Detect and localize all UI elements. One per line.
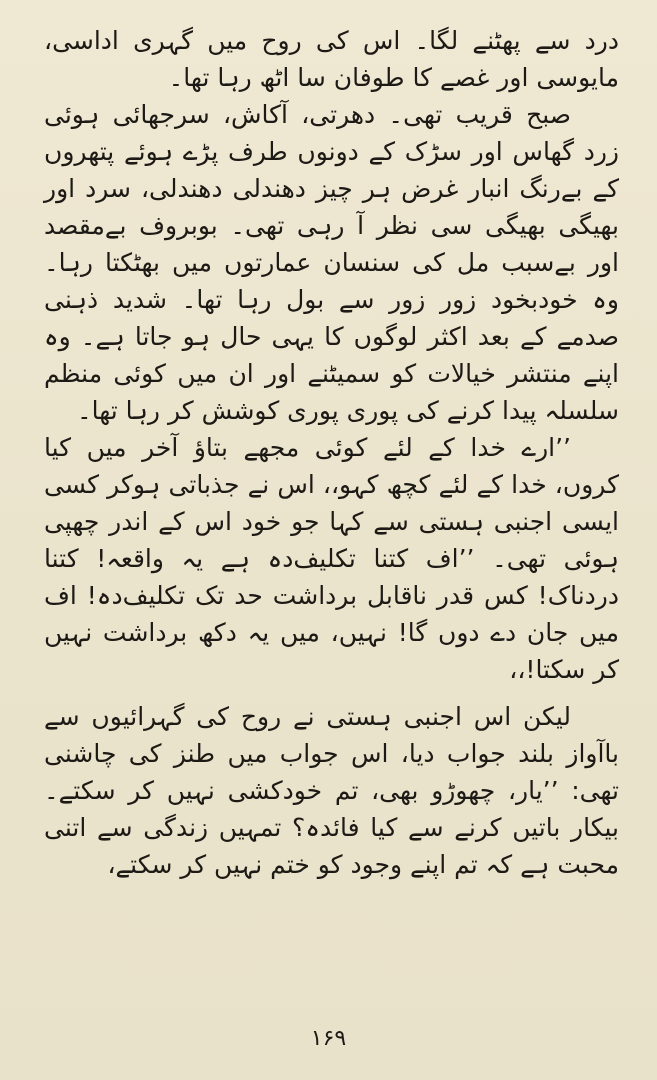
paragraph-1: درد سے پھٹنے لگا۔ اس کی روح میں گہری اداسی، مایوسی اور غصے کا طوفان سا اٹھ رہا تھا۔	[44, 26, 619, 92]
paragraph-3: ’’ارے خدا کے لئے کوئی مجھے بتاؤ آخر میں کیا کروں، خدا کے لئے کچھ کہو،، اس نے جذباتی ہوکر کسی ایسی اجنبی ہستی سے کہا جو خود اس کے اندر چھپی ہوئی تھی۔ ’’اف کتنا تکلیف‌دہ ہے یہ واقعہ! کتنا دردناک! کس قدر ناقابل برداشت حد تک تکلیف‌دہ! اف میں جان دے دوں گا! نہیں، میں یہ دکھ برداشت نہیں کر سکتا!،،	[44, 433, 619, 684]
page-number: ۱۶۹	[310, 1026, 347, 1051]
paragraph-4: لیکن اس اجنبی ہستی نے روح کی گہرائیوں سے باآواز بلند جواب دیا، اس جواب میں طنز کی چاشنی تھی: ’’یار، چھوڑو بھی، تم خودکشی نہیں کر سکتے۔ بیکار باتیں کرنے سے کیا فائدہ؟ تمہیں زندگی سے اتنی محبت ہے کہ تم اپنے وجود کو ختم نہیں کر سکتے،	[44, 702, 619, 879]
paragraph-2: صبح قریب تھی۔ دھرتی، آکاش، سرجھائی ہوئی زرد گھاس اور سڑک کے دونوں طرف پڑے ہوئے پتھروں کے بےرنگ انبار غرض ہر چیز دھندلی دھندلی، سرد اور بھیگی بھیگی سی نظر آ رہی تھی۔ بوبروف بےمقصد اور بےسبب مل کی سنسان عمارتوں میں بھٹکتا رہا۔ وہ خودبخود زور زور سے بول رہا تھا۔ شدید ذہنی صدمے کے بعد اکثر لوگوں کا یہی حال ہو جاتا ہے۔ وہ اپنے منتشر خیالات کو سمیٹنے اور ان میں کوئی منظم سلسلہ پیدا کرنے کی پوری پوری کوشش کر رہا تھا۔	[44, 100, 619, 425]
body-text	[44, 22, 619, 883]
